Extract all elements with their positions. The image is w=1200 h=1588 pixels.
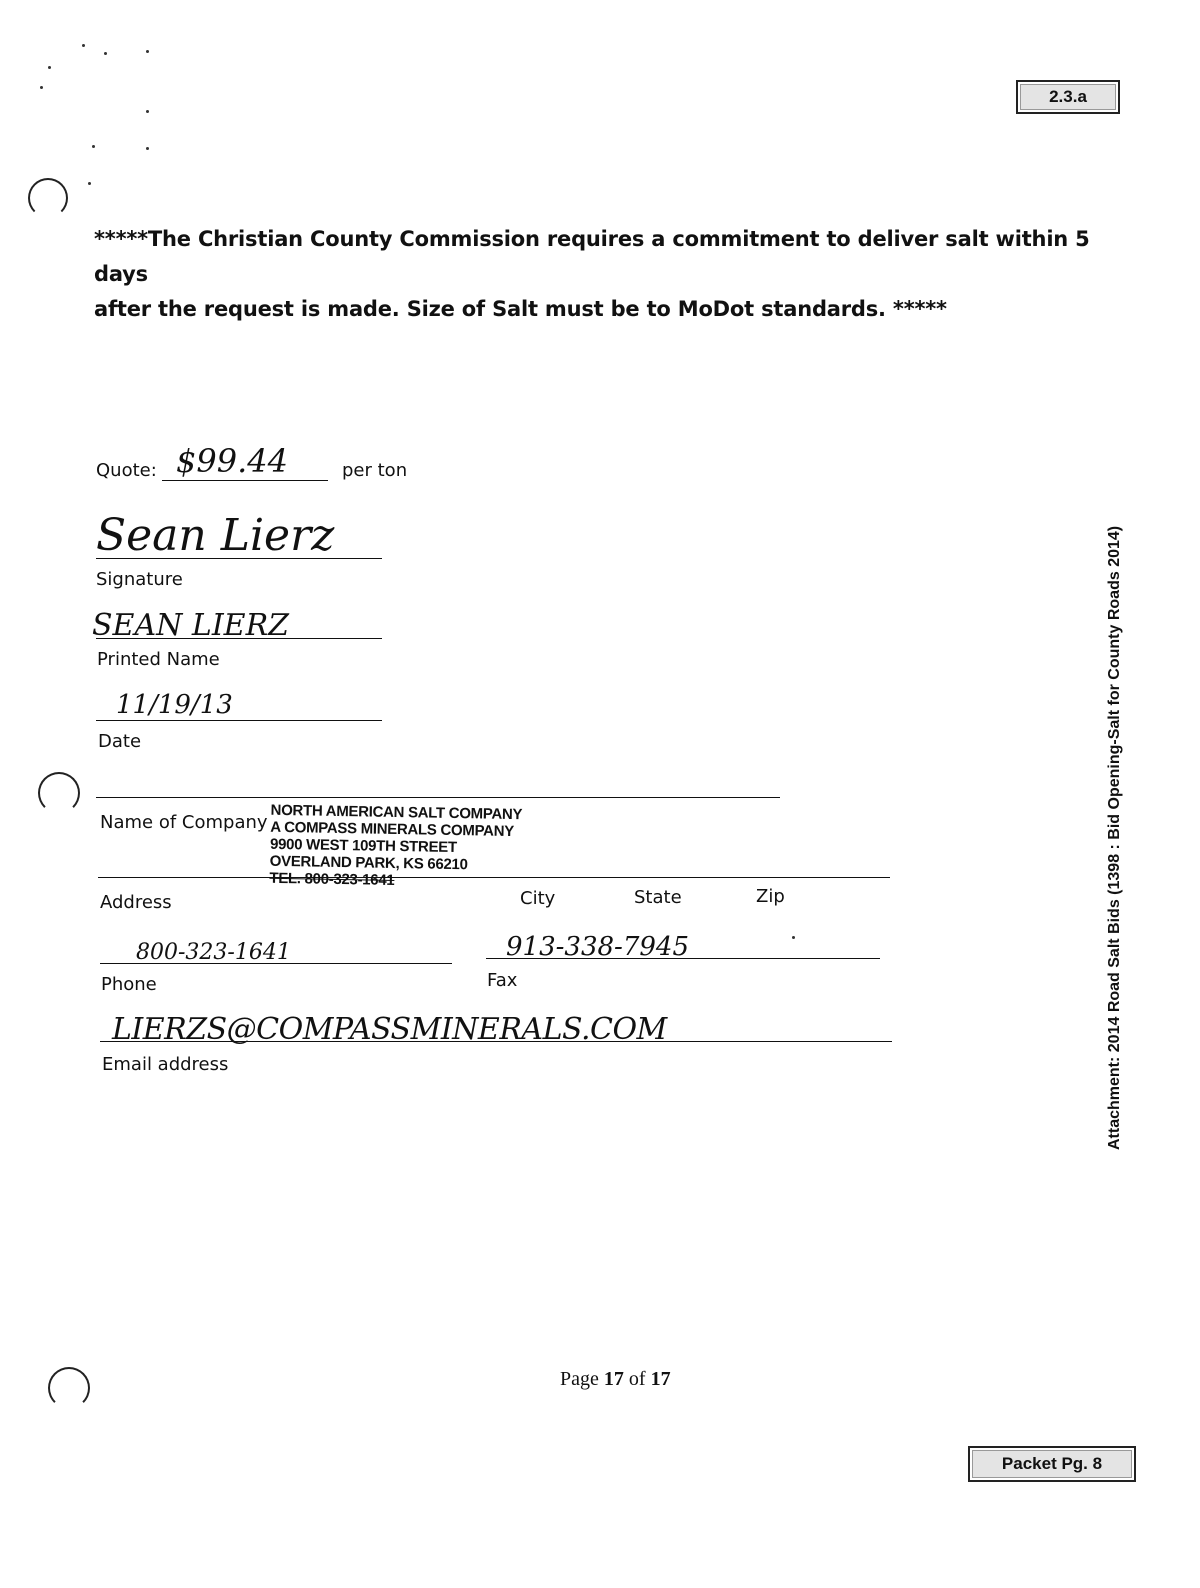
zip-label: Zip [756,886,785,907]
scan-speck [48,66,51,69]
binder-hole [28,178,68,218]
quote-value: $99.44 [176,442,288,480]
date-label: Date [98,731,142,752]
scan-speck [104,52,107,55]
scan-speck [792,936,795,939]
printed-name-value: SEAN LIERZ [92,608,290,643]
date-value: 11/19/13 [116,690,233,720]
quote-line [162,480,328,481]
signature-label: Signature [96,569,183,590]
email-line [100,1041,892,1042]
scan-speck [146,110,149,113]
notice-line-2: after the request is made. Size of Salt must be to MoDot standards. ***** [94,297,947,321]
printed-name-label: Printed Name [97,649,220,670]
email-value: LIERZS@COMPASSMINERALS.COM [112,1012,667,1047]
scan-speck [92,145,95,148]
fax-label: Fax [487,970,518,991]
date-line [96,720,382,721]
email-label: Email address [102,1054,229,1075]
printed-name-line [96,638,382,639]
scan-speck [146,147,149,150]
scan-speck [40,86,43,89]
binder-hole [48,1367,90,1409]
stamp-line: OVERLAND PARK, KS 66210 [269,852,468,874]
section-badge-label: 2.3.a [1049,87,1087,106]
company-label: Name of Company [100,812,268,833]
packet-page-label: Packet Pg. 8 [1001,1454,1103,1473]
fax-line [486,958,880,959]
quote-unit: per ton [342,460,408,481]
company-line [96,797,780,798]
city-label: City [520,888,556,909]
stamp-line: A COMPASS MINERALS COMPANY [270,818,515,841]
phone-label: Phone [101,974,157,995]
page-current: 17 [603,1368,624,1390]
notice-text [94,222,1094,327]
page-number [560,1368,671,1391]
stamp-line: TEL. 800-323-1641 [269,869,395,889]
scan-speck [82,44,85,47]
fax-value: 913-338-7945 [506,932,689,962]
phone-line [100,963,452,964]
scan-speck [146,50,149,53]
page-of: of [623,1368,651,1390]
phone-value: 800-323-1641 [136,940,291,965]
quote-label: Quote: [96,460,157,481]
packet-page-badge [968,1446,1136,1482]
stamp-line: NORTH AMERICAN SALT COMPANY [270,801,523,824]
attachment-sidebar: Attachment: 2014 Road Salt Bids (1398 : Bid Opening-Salt for County Roads 2014) [1106,525,1123,1150]
address-label: Address [100,892,172,913]
notice-line-1: *****The Christian County Commission requires a commitment to deliver salt within 5 days [94,227,1090,286]
signature-value: Sean Lierz [96,510,335,561]
signature-line [96,558,382,559]
address-line [98,877,890,878]
section-badge [1016,80,1120,114]
page-total: 17 [650,1368,671,1390]
stamp-line: 9900 WEST 109TH STREET [269,835,457,857]
binder-hole [38,772,80,814]
scan-speck [88,182,91,185]
state-label: State [634,887,682,908]
page-prefix: Page [560,1368,604,1390]
